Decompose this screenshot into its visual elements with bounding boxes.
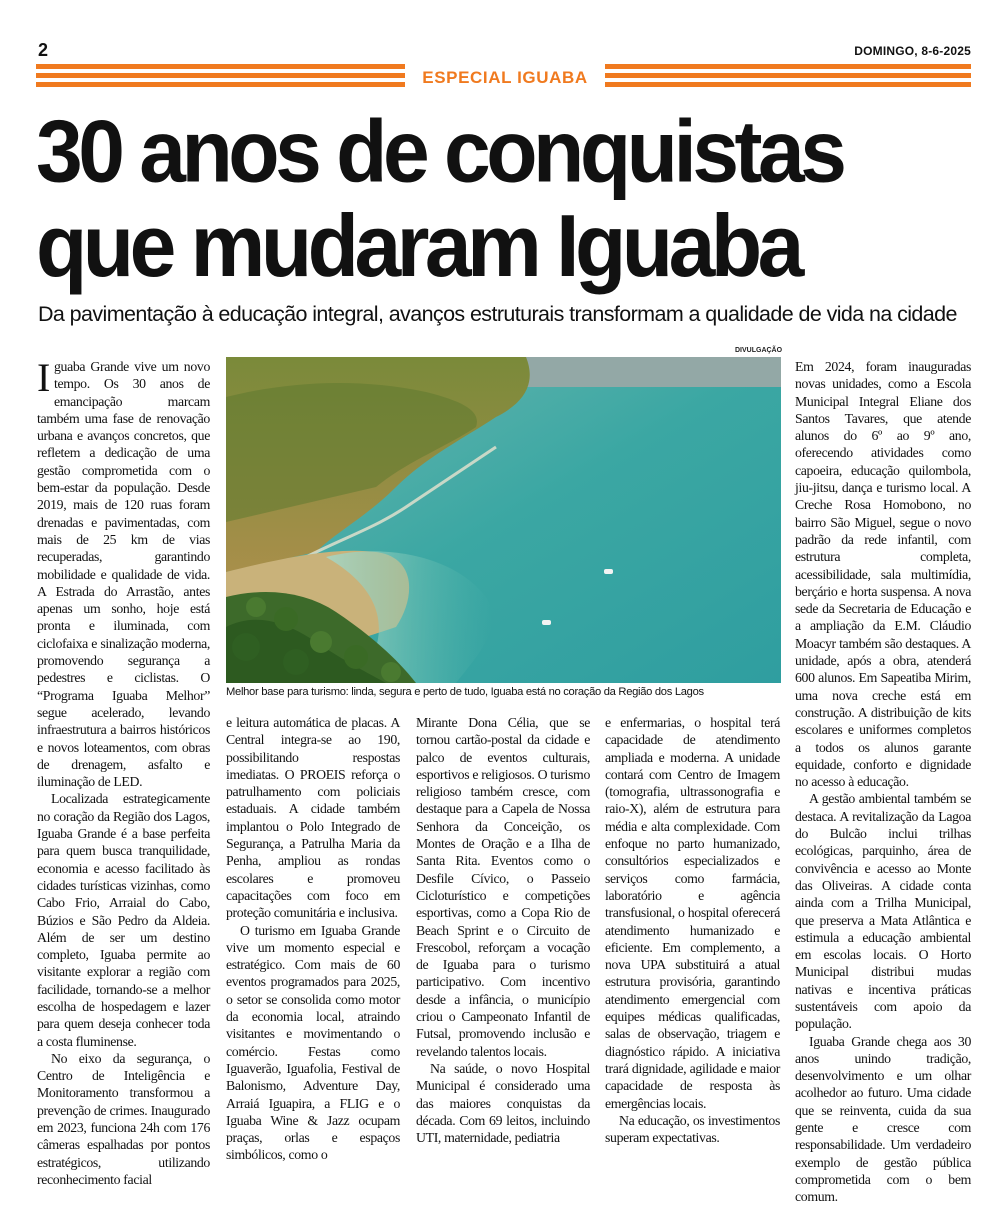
edition-date: DOMINGO, 8-6-2025: [854, 44, 971, 58]
headline-line-1: 30 anos de conquistas: [36, 101, 843, 201]
paragraph: e enfermarias, o hospital terá capacidade de atendimento ampliada e moderna. A unidade contará com Centro de Imagem (tomografia, ultrassonografia e raio-X), além de estrutura para média e alta complexidade. Com enfoque no parto humanizado, consultórios especializados e serviços como farmácia, laboratório e agência transfusional, o hospital oferecerá atendimento humanizado e eficiente. Em complemento, a nova UPA substituirá a atual estrutura provisória, garantindo atendimento emergencial com equipes médicas qualificadas, salas de observação, triagem e diagnóstico rápido. A iniciativa trará dignidade, agilidade e maior capacidade de resposta às emergências locais.: [605, 715, 780, 1111]
paragraph: No eixo da segurança, o Centro de Inteligência e Monitoramento transformou a prevenção de crimes. Inaugurado em 2023, funciona 24h com 176 câmeras espalhadas por pontos estratégicos, utilizando reconhecimento facial: [37, 1050, 210, 1187]
paragraph: A gestão ambiental também se destaca. A revitalização da Lagoa do Bulcão inclui trilhas ecológicas, parquinho, área de convivência e acesso ao Monte das Oliveiras. A cidade conta ainda com a Trilha Municipal, que preserva a Mata Atlântica e estimula a educação ambiental em escolas locais. O Horto Municipal distribui mudas nativas e incentiva práticas sustentáveis com apoio da população.: [795, 791, 971, 1032]
paragraph: Localizada estrategicamente no coração da Região dos Lagos, Iguaba Grande é a base perfeita para quem busca tranquilidade, economia e acesso facilitado às cidades turísticas vizinhas, como Cabo Frio, Arraial do Cabo, Búzios e São Pedro da Aldeia. Além de ser um destino completo, Iguaba permite ao visitante explorar a região com facilidade, tornando-se a melhor escolha de hospedagem e lazer para quem deseja conhecer toda a costa fluminense.: [37, 791, 210, 1049]
paragraph: Iguaba Grande chega aos 30 anos unindo tradição, desenvolvimento e um olhar acolhedor ao futuro. Uma cidade que se reinventa, cuida da sua gente e cresce com responsabilidade. Um verdadeiro exemplo de gestão pública comprometida com o bem comum.: [795, 1033, 971, 1205]
article-column-1: [37, 355, 210, 1188]
article-column-2: [226, 714, 400, 1164]
paragraph: [37, 355, 210, 790]
photo-credit: DIVULGAÇÃO: [735, 347, 783, 354]
article-column-3: [416, 714, 590, 1146]
aerial-lagoon-photo: [226, 357, 781, 683]
paragraph: Mirante Dona Célia, que se tornou cartão-postal da cidade e palco de eventos culturais, esportivos e religiosos. O turismo religioso também cresce, com destaque para a Capela de Nossa Senhora da Conceição, os Montes de Oração e a Ilha de Santa Rita. Eventos como o Desfile Cívico, o Passeio Cicloturístico e competições esportivas, como a Copa Rio de Beach Sprint e o Circuito de Frescobol, reforçam a vocação de Iguaba para o turismo participativo. Com incentivo desde a infância, o município criou o Campeonato Infantil de Futsal, promovendo inclusão e revelando talentos locais.: [416, 715, 590, 1059]
page-number: 2: [38, 40, 49, 60]
paragraph-text: guaba Grande vive um novo tempo. Os 30 anos de emancipação marcam também uma fase de renovação urbana e avanços concretos, que refletem a dedicação de uma gestão comprometida com o bem-estar da população. Desde 2019, mais de 120 ruas foram drenadas e pavimentadas, com mais de 25 km de vias recuperadas, garantindo mobilidade e qualidade de vida. A Estrada do Arrastão, antes apenas um sonho, hoje está pronta e iluminada, com ciclofaixa e sinalização moderna, promovendo segurança a pedestres e ciclistas. O “Programa Iguaba Melhor” segue acelerado, levando infraestrutura a bairros históricos e novos loteamentos, com obras de drenagem, asfalto e iluminação de LED.: [37, 359, 210, 790]
headline-line-2: que mudaram Iguaba: [36, 196, 800, 296]
headline: [36, 101, 976, 296]
paragraph: Na saúde, o novo Hospital Municipal é considerado uma das maiores conquistas da década. Com 69 leitos, incluindo UTI, maternidade, pediatria: [416, 1060, 590, 1146]
subheadline: Da pavimentação à educação integral, avanços estruturais transformam a qualidade de vida na cidade: [38, 302, 957, 326]
article-column-5: [795, 358, 971, 1206]
paragraph: O turismo em Iguaba Grande vive um momento especial e estratégico. Com mais de 60 eventos programados para 2025, o setor se consolida como motor da economia local, atraindo visitantes e movimentando o comércio. Festas como Iguaverão, Iguafolia, Festival de Balonismo, Adventure Day, Arraiá Iguapira, a FLIG e o Iguaba Wine & Jazz ocupam praças, orlas e espaços simbólicos, como o: [226, 922, 400, 1163]
paragraph: Na educação, os investimentos superam expectativas.: [605, 1112, 780, 1146]
drop-cap: I: [37, 355, 50, 400]
boat: [604, 569, 613, 574]
article-column-4: [605, 714, 780, 1146]
paragraph: e leitura automática de placas. A Central integra-se ao 190, possibilitando respostas imediatas. O PROEIS reforça o patrulhamento com policiais estaduais. A cidade também implantou o Polo Integrado de Segurança, a Patrulha Maria da Penha, ampliou as rondas escolares e promoveu capacitações com foco em proteção comunitária e inclusiva.: [226, 715, 400, 921]
boat: [542, 620, 551, 625]
section-label: ESPECIAL IGUABA: [405, 64, 605, 91]
photo-caption: Melhor base para turismo: linda, segura e perto de tudo, Iguaba está no coração da Região dos Lagos: [226, 686, 704, 698]
paragraph: Em 2024, foram inauguradas novas unidades, como a Escola Municipal Integral Eliane dos Santos Tavares, que atende alunos do 6º ao 9º ano, oferecendo atividades como capoeira, educação quilombola, jiu-jitsu, dança e turismo local. A Creche Rosa Homobono, no bairro São Miguel, segue o novo padrão da rede infantil, com estrutura completa, acessibilidade, sala multimídia, berçário e horta suspensa. A nova sede da Secretaria de Educação e a ampliação da E.M. Cláudio Moacyr também são destaques. A unidade, após a obra, atenderá 600 alunos. Em Sapeatiba Mirim, uma nova creche está em construção. A distribuição de kits escolares e uniformes completos a todos os alunos garante equidade, conforto e dignidade no acesso à educação.: [795, 359, 971, 790]
lagoon-image: [226, 357, 781, 683]
